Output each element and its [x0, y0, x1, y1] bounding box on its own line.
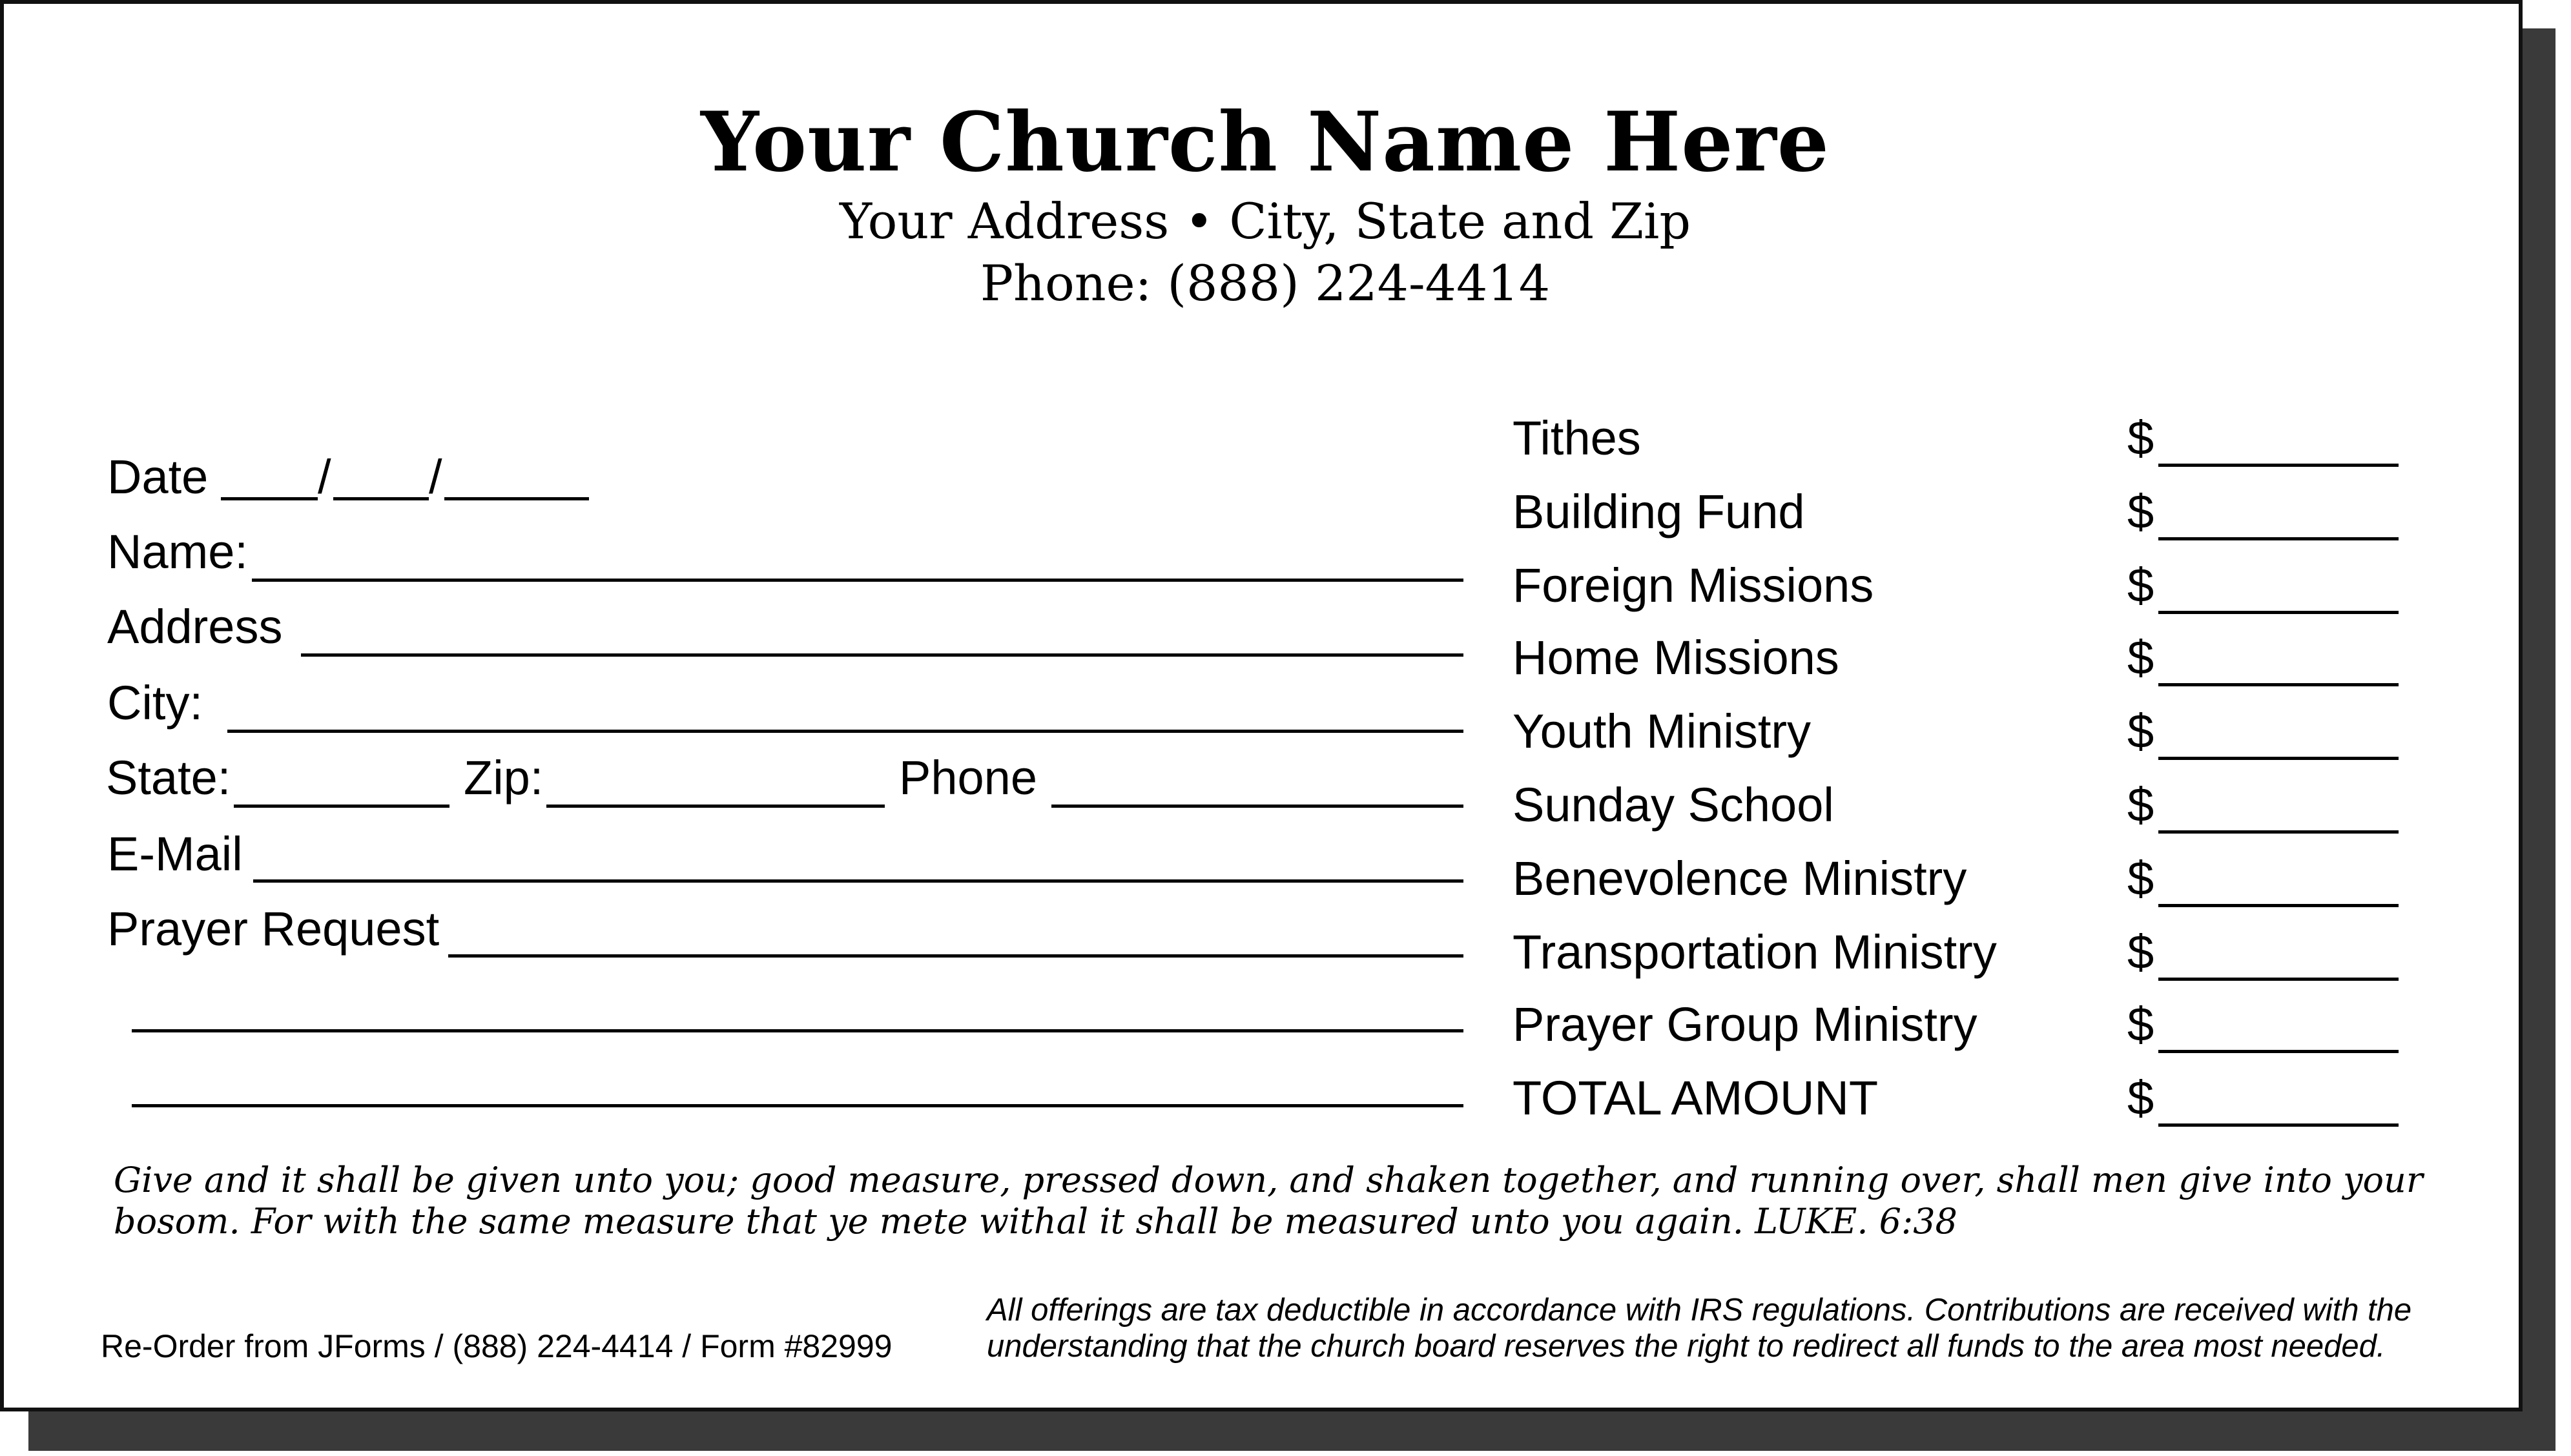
dollar-sign: $	[2127, 485, 2154, 538]
date-year-field[interactable]	[444, 497, 589, 500]
address-field[interactable]	[301, 653, 1463, 657]
prayer-request-field-line-2[interactable]	[132, 1029, 1463, 1032]
date-separator: /	[318, 450, 331, 504]
amount-field-youth-ministry[interactable]	[2158, 757, 2399, 760]
church-address: Your Address • City, State and Zip	[840, 192, 1691, 250]
phone-label: Phone	[899, 751, 1037, 805]
amount-field-prayer-group-ministry[interactable]	[2158, 1050, 2399, 1053]
zip-field[interactable]	[546, 805, 885, 808]
offering-label-home-missions: Home Missions	[1513, 631, 1839, 684]
dollar-sign: $	[2127, 852, 2154, 905]
prayer-request-label: Prayer Request	[107, 902, 440, 956]
prayer-request-field[interactable]	[448, 954, 1463, 958]
city-label: City:	[107, 676, 203, 730]
address-label: Address	[107, 600, 283, 653]
offering-label-tithes: Tithes	[1513, 411, 1641, 465]
amount-field-transportation-ministry[interactable]	[2158, 978, 2399, 981]
phone-field[interactable]	[1051, 805, 1463, 808]
email-field[interactable]	[253, 879, 1463, 883]
dollar-sign: $	[2127, 411, 2154, 465]
offering-label-prayer-group-ministry: Prayer Group Ministry	[1513, 998, 1977, 1051]
amount-field-tithes[interactable]	[2158, 464, 2399, 467]
dollar-sign: $	[2127, 998, 2154, 1051]
prayer-request-field-line-3[interactable]	[132, 1104, 1463, 1107]
dollar-sign: $	[2127, 631, 2154, 684]
amount-field-home-missions[interactable]	[2158, 683, 2399, 686]
amount-field-building-fund[interactable]	[2158, 537, 2399, 540]
offering-label-foreign-missions: Foreign Missions	[1513, 559, 1874, 612]
date-separator: /	[429, 450, 442, 504]
offering-label-sunday-school: Sunday School	[1513, 778, 1834, 832]
dollar-sign: $	[2127, 1071, 2154, 1125]
city-field[interactable]	[227, 730, 1463, 733]
state-label: State:	[106, 751, 231, 805]
reorder-info: Re-Order from JForms / (888) 224-4414 / Form #82999	[101, 1328, 893, 1364]
name-label: Name:	[107, 525, 248, 579]
date-month-field[interactable]	[221, 497, 318, 500]
amount-field-foreign-missions[interactable]	[2158, 611, 2399, 614]
church-phone: Phone: (888) 224-4414	[980, 254, 1551, 312]
dollar-sign: $	[2127, 778, 2154, 832]
offering-label-total-amount: TOTAL AMOUNT	[1513, 1071, 1879, 1125]
dollar-sign: $	[2127, 704, 2154, 758]
scripture-verse: Give and it shall be given unto you; good measure, pressed down, and shaken together, and running over, shall men give into your bosom. For with the same measure that ye mete withal it shall be measured unto you again. LUKE. 6:38	[114, 1160, 2423, 1242]
name-field[interactable]	[252, 579, 1463, 582]
amount-field-sunday-school[interactable]	[2158, 830, 2399, 834]
date-day-field[interactable]	[333, 497, 429, 500]
dollar-sign: $	[2127, 559, 2154, 612]
church-name: Your Church Name Here	[701, 94, 1830, 190]
tax-deductible-note: All offerings are tax deductible in accordance with IRS regulations. Contributions are received with the understanding that the church board reserves the right to redirect all funds to the area most needed.	[987, 1293, 2412, 1364]
offering-label-building-fund: Building Fund	[1513, 485, 1805, 538]
email-label: E-Mail	[107, 827, 243, 881]
amount-field-total[interactable]	[2158, 1123, 2399, 1127]
amount-field-benevolence-ministry[interactable]	[2158, 904, 2399, 907]
offering-label-transportation-ministry: Transportation Ministry	[1513, 925, 1997, 979]
offering-label-youth-ministry: Youth Ministry	[1513, 704, 1812, 758]
dollar-sign: $	[2127, 925, 2154, 979]
zip-label: Zip:	[464, 751, 544, 805]
date-label: Date	[107, 450, 209, 504]
offering-label-benevolence-ministry: Benevolence Ministry	[1513, 852, 1967, 905]
state-field[interactable]	[234, 805, 449, 808]
